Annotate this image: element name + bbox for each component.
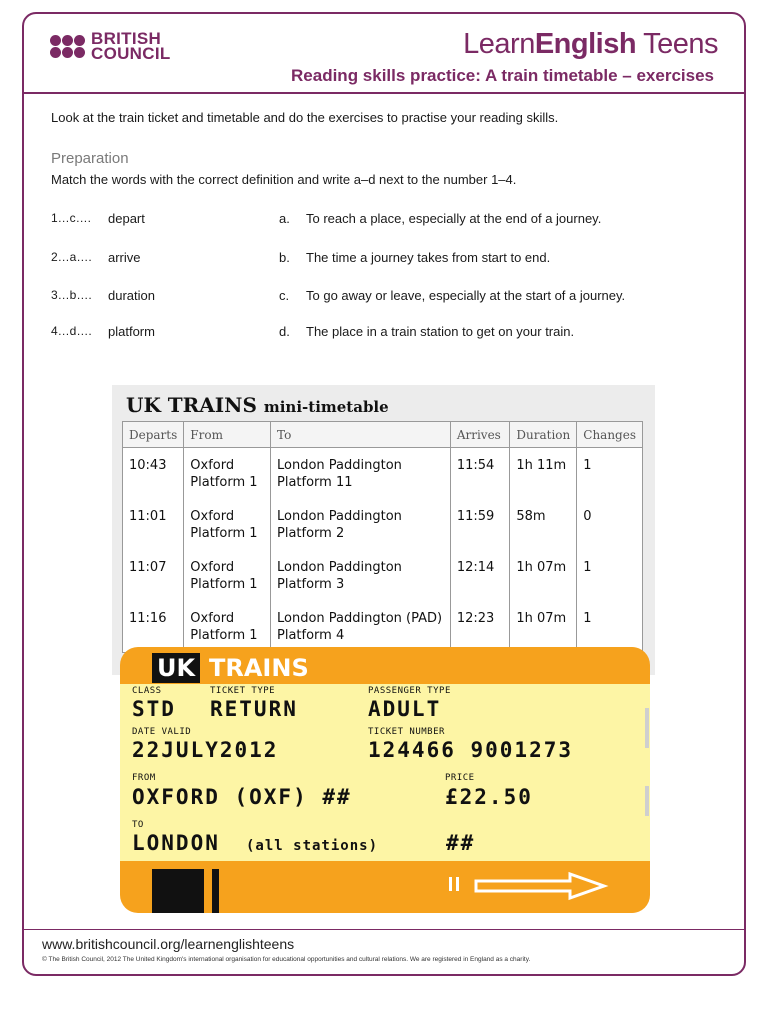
answer-number: 4…d….	[51, 324, 92, 338]
preparation-instruction: Match the words with the correct definition and write a–d next to the number 1–4.	[51, 172, 517, 187]
definition-text: The place in a train station to get on your train.	[306, 324, 575, 339]
arrives-cell: 12:14	[450, 550, 510, 601]
passenger-type-label: PASSENGER TYPE	[368, 686, 451, 696]
from-cell: Oxford Platform 1	[184, 499, 271, 550]
train-ticket	[120, 647, 650, 913]
changes-cell: 0	[583, 509, 592, 524]
changes-cell: 1	[583, 611, 592, 626]
to-cell: London Paddington (PAD) Platform 4	[271, 601, 451, 653]
departs-cell: 11:01	[123, 499, 184, 550]
from-label: FROM	[132, 773, 156, 783]
column-header: To	[271, 422, 451, 448]
changes-cell: 1	[583, 560, 592, 575]
to-label: TO	[132, 820, 144, 830]
to-value: LONDON	[132, 831, 220, 855]
definition-letter: d.	[279, 324, 290, 339]
arrives-cell: 11:54	[450, 448, 510, 500]
class-value: STD	[132, 697, 176, 721]
timetable-title: UK TRAINS mini-timetable	[126, 393, 389, 417]
ticket-edge-mark	[645, 786, 649, 816]
ticket-brand-uk: UK	[152, 653, 200, 683]
to-hash: ##	[446, 831, 476, 855]
to-note: (all stations)	[246, 838, 379, 854]
to-cell: London Paddington Platform 3	[271, 550, 451, 601]
match-item	[51, 288, 731, 326]
definition-text: To go away or leave, especially at the start of a journey.	[306, 288, 626, 303]
match-word: platform	[108, 324, 155, 339]
footer-url: www.britishcouncil.org/learnenglishteens	[42, 936, 295, 952]
duration-cell: 1h 07m	[510, 601, 577, 653]
date-valid-value: 22JULY2012	[132, 738, 279, 762]
ticket-edge-mark	[645, 708, 649, 748]
changes-cell: 1	[583, 458, 592, 473]
document-title: Reading skills practice: A train timetable – exercises	[291, 66, 714, 85]
brand-line-1: BRITISH	[91, 29, 162, 48]
passenger-type-value: ADULT	[368, 697, 442, 721]
timetable-header-row	[123, 422, 643, 448]
table-row	[123, 448, 643, 500]
from-cell: Oxford Platform 1	[184, 601, 271, 653]
match-word: arrive	[108, 250, 141, 265]
logo-dots-icon	[50, 35, 85, 58]
table-row	[123, 601, 643, 653]
match-item	[51, 324, 731, 362]
table-row	[123, 499, 643, 550]
class-label: CLASS	[132, 686, 162, 696]
departs-cell: 10:43	[123, 448, 184, 500]
definition-letter: a.	[279, 211, 290, 226]
definition-text: The time a journey takes from start to end.	[306, 250, 551, 265]
timetable-table	[122, 421, 643, 653]
duration-cell: 1h 07m	[510, 550, 577, 601]
timetable-panel	[112, 385, 655, 675]
ticket-stripe	[212, 869, 219, 913]
from-value: OXFORD (OXF) ##	[132, 785, 352, 809]
ticket-number-label: TICKET NUMBER	[368, 727, 445, 737]
footer-divider	[24, 929, 744, 930]
ticket-stripe	[152, 869, 204, 913]
departs-cell: 11:07	[123, 550, 184, 601]
definition-letter: c.	[279, 288, 290, 303]
price-label: PRICE	[445, 773, 475, 783]
answer-number: 1…c….	[51, 211, 92, 225]
ticket-tick-marks	[449, 877, 463, 896]
price-value: £22.50	[445, 785, 533, 809]
to-cell: London Paddington Platform 2	[271, 499, 451, 550]
ticket-type-value: RETURN	[210, 697, 298, 721]
arrives-cell: 12:23	[450, 601, 510, 653]
table-row	[123, 550, 643, 601]
match-item	[51, 250, 731, 288]
to-cell: London Paddington Platform 11	[271, 448, 451, 500]
footer-legal: © The British Council, 2012 The United Kingdom's international organisation for educational opportunities and cultural relations. We are registered in England as a charity.	[42, 956, 531, 963]
match-word: depart	[108, 211, 145, 226]
column-header: Changes	[577, 422, 643, 448]
right-arrow-icon	[470, 871, 610, 901]
preparation-heading: Preparation	[51, 150, 129, 167]
match-word: duration	[108, 288, 155, 303]
definition-text: To reach a place, especially at the end of a journey.	[306, 211, 602, 226]
british-council-logo	[50, 31, 171, 61]
duration-cell: 1h 11m	[510, 448, 577, 500]
column-header: Departs	[123, 422, 184, 448]
header-divider	[24, 92, 744, 94]
ticket-body	[120, 684, 650, 861]
learnenglish-teens-title: LearnEnglish Teens	[463, 28, 718, 60]
arrives-cell: 11:59	[450, 499, 510, 550]
column-header: From	[184, 422, 271, 448]
duration-cell: 58m	[510, 499, 577, 550]
from-cell: Oxford Platform 1	[184, 448, 271, 500]
answer-number: 3…b….	[51, 288, 92, 302]
intro-text: Look at the train ticket and timetable and do the exercises to practise your reading skills.	[51, 110, 559, 125]
column-header: Duration	[510, 422, 577, 448]
ticket-brand-trains: TRAINS	[209, 654, 309, 682]
ticket-number-value: 124466 9001273	[368, 738, 574, 762]
column-header: Arrives	[450, 422, 510, 448]
from-cell: Oxford Platform 1	[184, 550, 271, 601]
date-valid-label: DATE VALID	[132, 727, 192, 737]
answer-number: 2…a….	[51, 250, 92, 264]
brand-line-2: COUNCIL	[91, 44, 171, 63]
ticket-type-label: TICKET TYPE	[210, 686, 276, 696]
departs-cell: 11:16	[123, 601, 184, 653]
match-item	[51, 211, 731, 249]
definition-letter: b.	[279, 250, 290, 265]
